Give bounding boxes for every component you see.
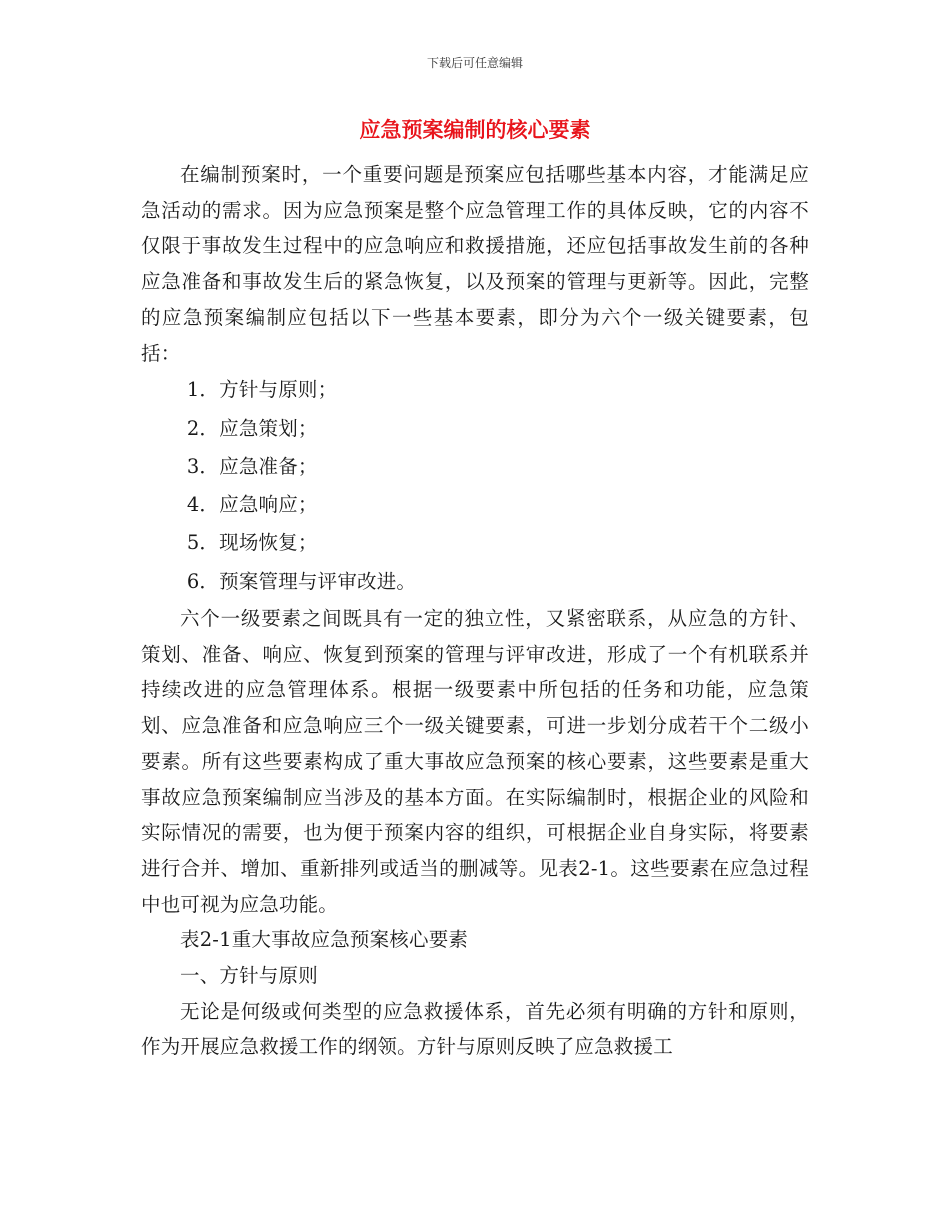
list-item: 5．现场恢复； [186, 531, 318, 555]
list-item: 3．应急准备； [186, 454, 318, 478]
intro-paragraph: 在编制预案时，一个重要问题是预案应包括哪些基本内容，才能满足应急活动的需求。因为应急预案是整个应急管理工作的具体反映，它的内容不仅限于事故发生过程中的应急响应和救援措施，还应包括事故发生前的各种应急准备和事故发生后的紧急恢复，以及预案的管理与更新等。因此，完整的应急预案编制应包括以下一些基本要素，即分为六个一级关键要素，包括： [141, 163, 809, 365]
list-item: 4．应急响应； [186, 493, 318, 517]
list-item: 6．预案管理与评审改进。 [186, 569, 417, 593]
table-caption: 表2-1重大事故应急预案核心要素 [180, 928, 469, 952]
document-title: 应急预案编制的核心要素 [359, 118, 591, 142]
list-item: 1．方针与原则； [186, 378, 338, 402]
document-body [141, 157, 809, 1065]
relationship-paragraph: 六个一级要素之间既具有一定的独立性，又紧密联系，从应急的方针、策划、准备、响应、恢复到预案的管理与评审改进，形成了一个有机联系并持续改进的应急管理体系。根据一级要素中所包括的任务和功能，应急策划、应急准备和应急响应三个一级关键要素，可进一步划分成若干个二级小要素。所有这些要素构成了重大事故应急预案的核心要素，这些要素是重大事故应急预案编制应当涉及的基本方面。在实际编制时，根据企业的风险和实际情况的需要，也为便于预案内容的组织，可根据企业自身实际，将要素进行合并、增加、重新排列或适当的删减等。见表2-1。这些要素在应急过程中也可视为应急功能。 [141, 607, 809, 916]
list-item: 2．应急策划； [186, 416, 318, 440]
section-heading: 一、方针与原则 [180, 964, 318, 988]
page-header-note: 下载后可任意编辑 [426, 56, 523, 70]
principles-paragraph: 无论是何级或何类型的应急救援体系，首先必须有明确的方针和原则，作为开展应急救援工作的纲领。方针与原则反映了应急救援工 [141, 999, 809, 1059]
key-elements-list [141, 371, 809, 601]
